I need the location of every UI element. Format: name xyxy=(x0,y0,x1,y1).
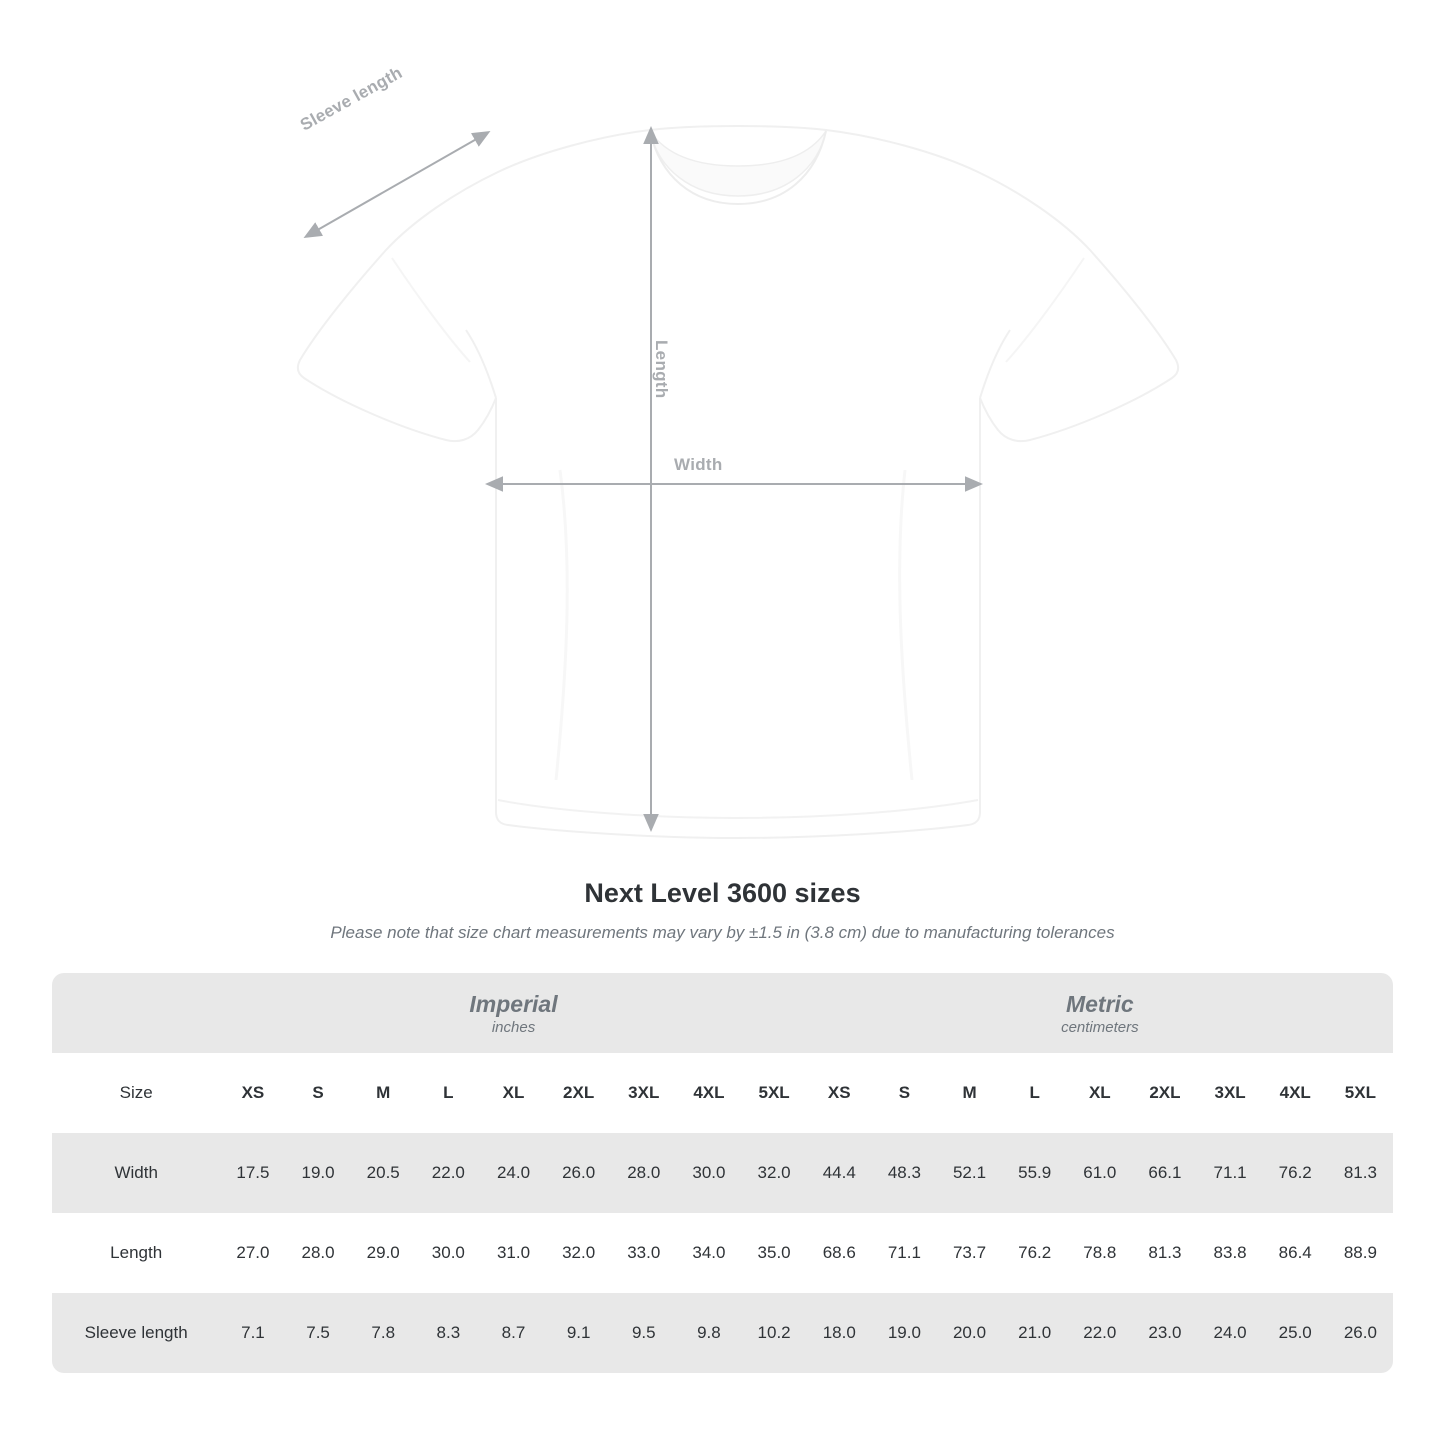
row-label-width: Width xyxy=(52,1133,220,1213)
size-header-label: Size xyxy=(52,1053,220,1133)
length-cm-5xl: 88.9 xyxy=(1328,1213,1393,1293)
length-cm-3xl: 83.8 xyxy=(1198,1213,1263,1293)
length-in-xl: 31.0 xyxy=(481,1213,546,1293)
width-cm-l: 55.9 xyxy=(1002,1133,1067,1213)
size-col-xs-imperial: XS xyxy=(220,1053,285,1133)
width-cm-xl: 61.0 xyxy=(1067,1133,1132,1213)
size-col-3xl-imperial: 3XL xyxy=(611,1053,676,1133)
sleeve-in-4xl: 9.8 xyxy=(676,1293,741,1373)
size-header-row xyxy=(52,1053,1393,1133)
sleeve-cm-s: 19.0 xyxy=(872,1293,937,1373)
width-label: Width xyxy=(674,455,723,474)
sleeve-in-5xl: 10.2 xyxy=(741,1293,806,1373)
metric-unit: centimeters xyxy=(1061,1018,1139,1036)
length-cm-s: 71.1 xyxy=(872,1213,937,1293)
sleeve-cm-xl: 22.0 xyxy=(1067,1293,1132,1373)
size-col-5xl-metric: 5XL xyxy=(1328,1053,1393,1133)
length-cm-4xl: 86.4 xyxy=(1263,1213,1328,1293)
size-col-l-metric: L xyxy=(1002,1053,1067,1133)
width-in-2xl: 26.0 xyxy=(546,1133,611,1213)
sleeve-cm-5xl: 26.0 xyxy=(1328,1293,1393,1373)
table-row-length xyxy=(52,1213,1393,1293)
width-in-3xl: 28.0 xyxy=(611,1133,676,1213)
unit-header-imperial xyxy=(220,973,806,1053)
length-cm-xs: 68.6 xyxy=(807,1213,872,1293)
size-col-m-metric: M xyxy=(937,1053,1002,1133)
size-col-4xl-imperial: 4XL xyxy=(676,1053,741,1133)
sleeve-length-label: Sleeve length xyxy=(297,62,406,135)
width-cm-s: 48.3 xyxy=(872,1133,937,1213)
size-col-s-metric: S xyxy=(872,1053,937,1133)
width-cm-xs: 44.4 xyxy=(807,1133,872,1213)
length-label: Length xyxy=(652,340,671,399)
length-in-l: 30.0 xyxy=(416,1213,481,1293)
size-table xyxy=(52,973,1393,1373)
sleeve-in-xs: 7.1 xyxy=(220,1293,285,1373)
length-in-s: 28.0 xyxy=(286,1213,351,1293)
width-in-4xl: 30.0 xyxy=(676,1133,741,1213)
row-label-sleeve-length: Sleeve length xyxy=(52,1293,220,1373)
width-cm-2xl: 66.1 xyxy=(1132,1133,1197,1213)
length-in-5xl: 35.0 xyxy=(741,1213,806,1293)
size-col-xs-metric: XS xyxy=(807,1053,872,1133)
sleeve-in-m: 7.8 xyxy=(351,1293,416,1373)
length-cm-l: 76.2 xyxy=(1002,1213,1067,1293)
unit-header-blank xyxy=(52,973,220,1053)
sleeve-cm-l: 21.0 xyxy=(1002,1293,1067,1373)
sleeve-cm-xs: 18.0 xyxy=(807,1293,872,1373)
unit-header-metric xyxy=(807,973,1393,1053)
title-block xyxy=(0,878,1445,943)
length-cm-2xl: 81.3 xyxy=(1132,1213,1197,1293)
sleeve-in-2xl: 9.1 xyxy=(546,1293,611,1373)
width-cm-5xl: 81.3 xyxy=(1328,1133,1393,1213)
length-in-4xl: 34.0 xyxy=(676,1213,741,1293)
width-cm-m: 52.1 xyxy=(937,1133,1002,1213)
sleeve-cm-2xl: 23.0 xyxy=(1132,1293,1197,1373)
size-col-2xl-imperial: 2XL xyxy=(546,1053,611,1133)
size-col-3xl-metric: 3XL xyxy=(1198,1053,1263,1133)
size-col-l-imperial: L xyxy=(416,1053,481,1133)
width-in-xl: 24.0 xyxy=(481,1133,546,1213)
length-in-3xl: 33.0 xyxy=(611,1213,676,1293)
sleeve-cm-3xl: 24.0 xyxy=(1198,1293,1263,1373)
width-in-s: 19.0 xyxy=(286,1133,351,1213)
length-cm-xl: 78.8 xyxy=(1067,1213,1132,1293)
size-col-s-imperial: S xyxy=(286,1053,351,1133)
size-col-m-imperial: M xyxy=(351,1053,416,1133)
sleeve-in-s: 7.5 xyxy=(286,1293,351,1373)
length-in-m: 29.0 xyxy=(351,1213,416,1293)
sleeve-in-xl: 8.7 xyxy=(481,1293,546,1373)
metric-label: Metric xyxy=(1065,991,1134,1018)
row-label-length: Length xyxy=(52,1213,220,1293)
width-in-xs: 17.5 xyxy=(220,1133,285,1213)
page-title: Next Level 3600 sizes xyxy=(584,878,861,908)
width-in-l: 22.0 xyxy=(416,1133,481,1213)
sleeve-cm-m: 20.0 xyxy=(937,1293,1002,1373)
width-in-m: 20.5 xyxy=(351,1133,416,1213)
length-in-xs: 27.0 xyxy=(220,1213,285,1293)
size-col-4xl-metric: 4XL xyxy=(1263,1053,1328,1133)
imperial-unit: inches xyxy=(491,1018,536,1036)
size-col-xl-imperial: XL xyxy=(481,1053,546,1133)
sleeve-in-3xl: 9.5 xyxy=(611,1293,676,1373)
tolerance-note: Please note that size chart measurements may vary by ±1.5 in (3.8 cm) due to manufacturing tolerances xyxy=(330,923,1115,942)
table-row-sleeve-length xyxy=(52,1293,1393,1373)
imperial-label: Imperial xyxy=(469,991,558,1018)
size-col-5xl-imperial: 5XL xyxy=(741,1053,806,1133)
size-table-wrapper xyxy=(52,973,1393,1373)
sleeve-in-l: 8.3 xyxy=(416,1293,481,1373)
width-in-5xl: 32.0 xyxy=(741,1133,806,1213)
table-row-width xyxy=(52,1133,1393,1213)
sleeve-cm-4xl: 25.0 xyxy=(1263,1293,1328,1373)
unit-header-row xyxy=(52,973,1393,1053)
length-in-2xl: 32.0 xyxy=(546,1213,611,1293)
width-cm-3xl: 71.1 xyxy=(1198,1133,1263,1213)
length-cm-m: 73.7 xyxy=(937,1213,1002,1293)
size-col-xl-metric: XL xyxy=(1067,1053,1132,1133)
width-cm-4xl: 76.2 xyxy=(1263,1133,1328,1213)
size-col-2xl-metric: 2XL xyxy=(1132,1053,1197,1133)
